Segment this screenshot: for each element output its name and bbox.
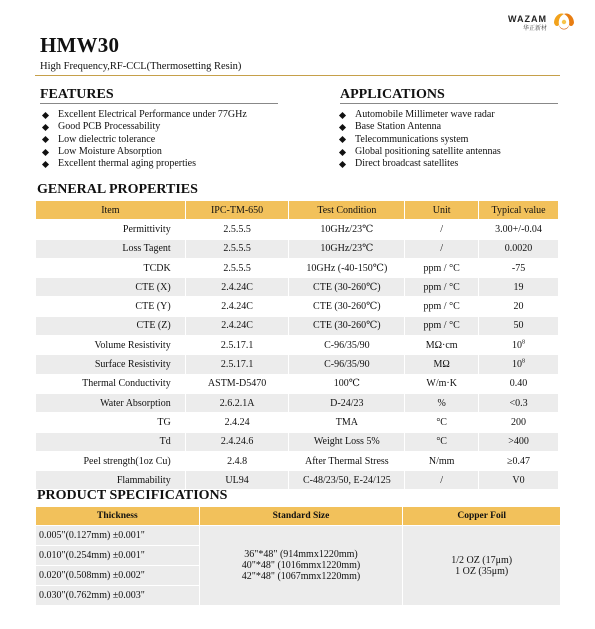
table-row — [36, 258, 559, 277]
table-row — [36, 526, 561, 546]
list-item: Base Station Antenna — [337, 121, 501, 133]
diamond-bullet-icon — [42, 136, 49, 143]
diamond-bullet-icon — [42, 124, 49, 131]
size-line: 42"*48" (1067mmx1220mm) — [241, 571, 361, 582]
table-cell: D-24/23 — [289, 393, 405, 412]
thickness-cell: 0.005"(0.127mm) ±0.001" — [36, 526, 200, 546]
table-cell: / — [405, 220, 479, 239]
table-cell: °C — [405, 432, 479, 451]
table-cell: -75 — [479, 258, 559, 277]
table-cell: C-96/35/90 — [289, 355, 405, 374]
property-name-cell: Loss Tagent — [36, 239, 186, 258]
product-subtitle: High Frequency,RF-CCL(Thermosetting Resin) — [40, 61, 242, 72]
table-cell: 20 — [479, 297, 559, 316]
diamond-bullet-icon — [339, 148, 346, 155]
thickness-cell: 0.030"(0.762mm) ±0.003" — [36, 586, 200, 606]
table-cell: $10^8$ — [479, 336, 559, 355]
brand-logo — [508, 10, 577, 36]
brand-name-cn: 华正新材 — [522, 24, 547, 32]
table-cell: 2.5.5.5 — [185, 220, 289, 239]
table-header-row — [36, 507, 561, 526]
table-cell: MΩ — [405, 355, 479, 374]
table-cell: 10GHz (-40-150℃) — [289, 258, 405, 277]
column-header: Typical value — [479, 201, 559, 220]
list-item: Good PCB Processability — [40, 121, 247, 133]
table-cell: C-48/23/50, E-24/125 — [289, 471, 405, 490]
property-name-cell: Thermal Conductivity — [36, 374, 186, 393]
table-cell: 0.40 — [479, 374, 559, 393]
size-line: 36"*48" (914mmx1220mm) — [244, 549, 358, 560]
list-item: Automobile Millimeter wave radar — [337, 109, 501, 121]
exponent: 8 — [522, 339, 526, 346]
title-divider — [35, 75, 560, 76]
table-cell: <0.3 — [479, 393, 559, 412]
table-cell: 2.4.24.6 — [185, 432, 289, 451]
table-cell: 2.5.5.5 — [185, 239, 289, 258]
product-title: HMW30 — [40, 33, 120, 57]
table-cell: $10^8$ — [479, 355, 559, 374]
table-cell: ppm / °C — [405, 278, 479, 297]
table-cell: 2.4.24C — [185, 316, 289, 335]
diamond-bullet-icon — [42, 148, 49, 155]
table-cell: % — [405, 393, 479, 412]
product-specifications-heading: PRODUCT SPECIFICATIONS — [37, 488, 228, 503]
table-cell: N/mm — [405, 451, 479, 470]
property-name-cell: Volume Resistivity — [36, 336, 186, 355]
product-specifications-table — [35, 506, 561, 606]
property-name-cell: Surface Resistivity — [36, 355, 186, 374]
table-cell: MΩ·cm — [405, 336, 479, 355]
table-cell: 19 — [479, 278, 559, 297]
logo-mark-icon — [551, 10, 577, 36]
copper-foil-cell — [403, 526, 561, 606]
property-name-cell: CTE (X) — [36, 278, 186, 297]
table-row — [36, 451, 559, 470]
table-cell: ≥0.47 — [479, 451, 559, 470]
table-cell: / — [405, 239, 479, 258]
thickness-cell: 0.010"(0.254mm) ±0.001" — [36, 546, 200, 566]
column-header: Thickness — [36, 507, 200, 526]
property-name-cell: Permittivity — [36, 220, 186, 239]
table-cell: >400 — [479, 432, 559, 451]
property-name-cell: CTE (Z) — [36, 316, 186, 335]
table-cell: 2.5.17.1 — [185, 336, 289, 355]
table-cell: V0 — [479, 471, 559, 490]
table-cell: Weight Loss 5% — [289, 432, 405, 451]
table-cell: 2.5.17.1 — [185, 355, 289, 374]
table-row — [36, 393, 559, 412]
property-name-cell: TG — [36, 413, 186, 432]
diamond-bullet-icon — [339, 136, 346, 143]
table-cell: 2.4.24C — [185, 297, 289, 316]
applications-list — [337, 109, 501, 170]
applications-heading: APPLICATIONS — [340, 87, 445, 102]
property-name-cell: Peel strength(1oz Cu) — [36, 451, 186, 470]
diamond-bullet-icon — [339, 161, 346, 168]
table-row — [36, 355, 559, 374]
column-header: Test Condition — [289, 201, 405, 220]
standard-size-cell — [199, 526, 403, 606]
property-name-cell: TCDK — [36, 258, 186, 277]
general-properties-heading: GENERAL PROPERTIES — [37, 182, 198, 197]
property-name-cell: Td — [36, 432, 186, 451]
table-cell: W/m·K — [405, 374, 479, 393]
general-properties-table — [35, 200, 559, 490]
table-cell: 0.0020 — [479, 239, 559, 258]
column-header: Copper Foil — [403, 507, 561, 526]
thickness-cell: 0.020"(0.508mm) ±0.002" — [36, 566, 200, 586]
table-row — [36, 278, 559, 297]
table-cell: 2.4.24 — [185, 413, 289, 432]
table-cell: °C — [405, 413, 479, 432]
diamond-bullet-icon — [339, 124, 346, 131]
table-cell: 10GHz/23℃ — [289, 239, 405, 258]
table-row — [36, 336, 559, 355]
exponent: 8 — [522, 358, 526, 365]
diamond-bullet-icon — [339, 112, 346, 119]
table-row — [36, 374, 559, 393]
property-name-cell: CTE (Y) — [36, 297, 186, 316]
table-cell: TMA — [289, 413, 405, 432]
table-cell: ASTM-D5470 — [185, 374, 289, 393]
table-cell: After Thermal Stress — [289, 451, 405, 470]
table-row — [36, 316, 559, 335]
table-cell: 50 — [479, 316, 559, 335]
list-item: Excellent Electrical Performance under 77GHz — [40, 109, 247, 121]
column-header: IPC-TM-650 — [185, 201, 289, 220]
table-cell: ppm / °C — [405, 258, 479, 277]
features-heading: FEATURES — [40, 87, 114, 102]
list-item: Excellent thermal aging properties — [40, 158, 247, 170]
table-cell: 2.5.5.5 — [185, 258, 289, 277]
table-cell: ppm / °C — [405, 297, 479, 316]
table-cell: 2.4.8 — [185, 451, 289, 470]
diamond-bullet-icon — [42, 161, 49, 168]
list-item: Low Moisture Absorption — [40, 146, 247, 158]
table-cell: 2.4.24C — [185, 278, 289, 297]
list-item: Telecommunications system — [337, 134, 501, 146]
property-name-cell: Water Absorption — [36, 393, 186, 412]
brand-name: WAZAM — [508, 13, 547, 24]
table-header-row — [36, 201, 559, 220]
features-list — [40, 109, 247, 170]
table-cell: / — [405, 471, 479, 490]
table-cell: 200 — [479, 413, 559, 432]
column-header: Standard Size — [199, 507, 403, 526]
features-divider — [40, 103, 278, 104]
copper-line: 1 OZ (35μm) — [455, 565, 509, 577]
column-header: Unit — [405, 201, 479, 220]
list-item: Direct broadcast satellites — [337, 158, 501, 170]
property-name-cell: Flammability — [36, 471, 186, 490]
applications-divider — [340, 103, 558, 104]
size-line: 40"*48" (1016mmx1220mm) — [241, 560, 361, 571]
copper-line: 1/2 OZ (17μm) — [451, 554, 513, 566]
table-row — [36, 413, 559, 432]
table-cell: 2.6.2.1A — [185, 393, 289, 412]
table-cell: UL94 — [185, 471, 289, 490]
list-item: Low dielectric tolerance — [40, 134, 247, 146]
table-cell: ppm / °C — [405, 316, 479, 335]
table-cell: C-96/35/90 — [289, 336, 405, 355]
table-cell: 10GHz/23℃ — [289, 220, 405, 239]
table-row — [36, 297, 559, 316]
table-cell: CTE (30-260℃) — [289, 297, 405, 316]
column-header: Item — [36, 201, 186, 220]
diamond-bullet-icon — [42, 112, 49, 119]
list-item: Global positioning satellite antennas — [337, 146, 501, 158]
table-cell: 3.00+/-0.04 — [479, 220, 559, 239]
table-row — [36, 220, 559, 239]
table-row — [36, 239, 559, 258]
table-cell: CTE (30-260℃) — [289, 316, 405, 335]
table-cell: CTE (30-260℃) — [289, 278, 405, 297]
table-cell: 100℃ — [289, 374, 405, 393]
table-row — [36, 432, 559, 451]
